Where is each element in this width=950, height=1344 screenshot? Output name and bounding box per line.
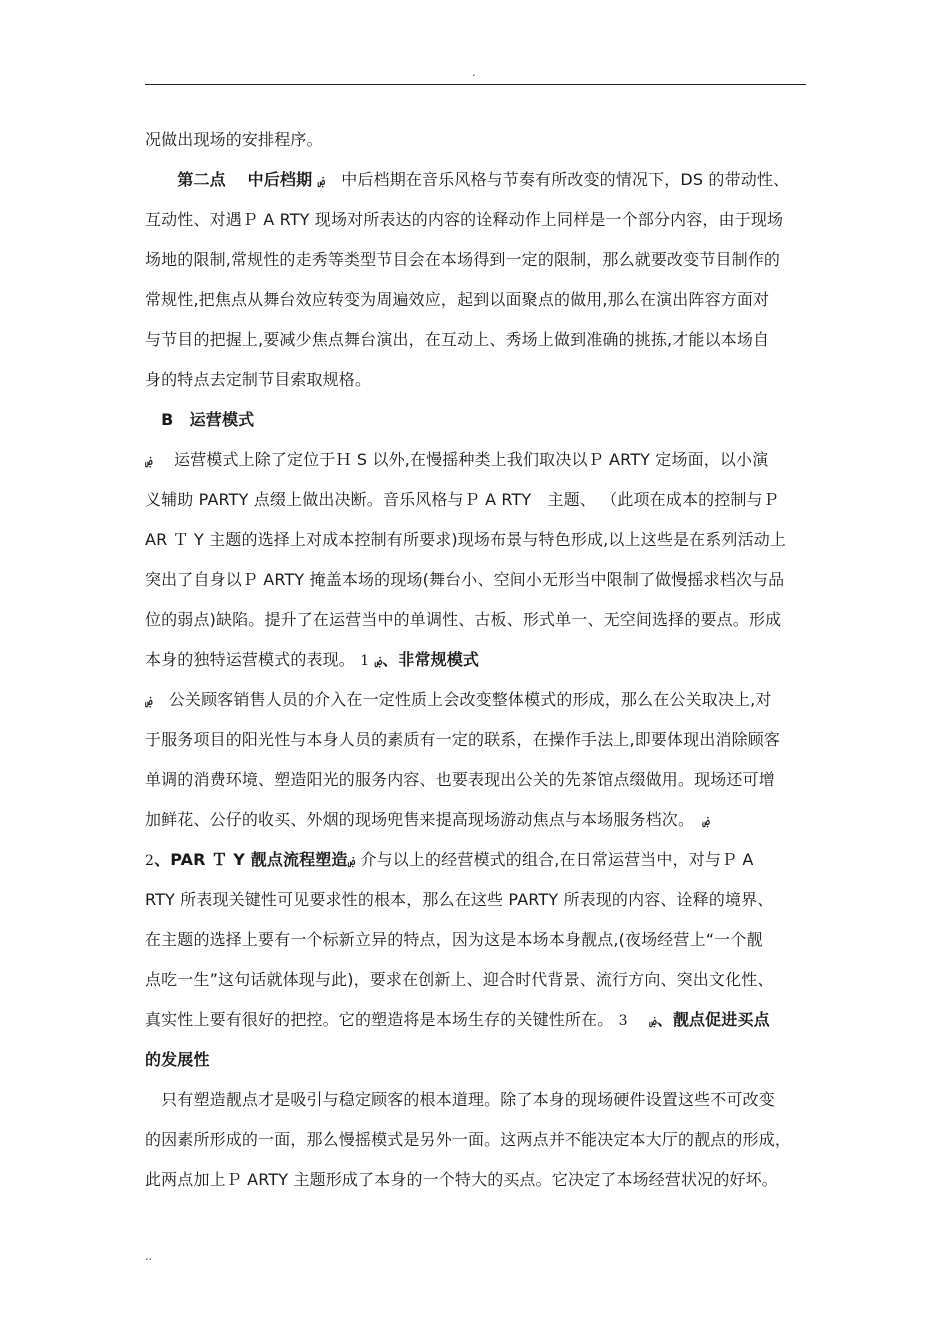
paragraph-line: 突出了自身以Ｐ ARTY 掩盖本场的现场(舞台小、空间小无形当中限制了做慢摇求档次与品 — [145, 570, 785, 589]
section-heading-line — [145, 840, 807, 880]
paragraph-text: 中后档期在音乐风格与节奏有所改变的情况下，DS 的带动性、 — [325, 170, 790, 189]
paragraph-line: 此两点加上Ｐ ARTY 主题形成了本身的一个特大的买点。它决定了本场经营状况的好坏。 — [145, 1170, 778, 1189]
paragraph-line: AR Ｔ Y 主题的选择上对成本控制有所要求)现场布景与特色形成,以上这些是在系列活动上 — [145, 530, 787, 549]
bullet-glyph-icon: ۻ — [145, 454, 153, 469]
section-number: 2 — [145, 853, 155, 869]
header-dot: . — [472, 66, 476, 79]
bullet-glyph-icon: ۻ — [649, 1014, 657, 1029]
paragraph-line: 位的弱点)缺陷。提升了在运营当中的单调性、古板、形式单一、无空间选择的要点。形成 — [145, 610, 782, 629]
paragraph-line: 场地的限制,常规性的走秀等类型节目会在本场得到一定的限制，那么就要改变节目制作的 — [145, 250, 781, 269]
paragraph-text: 公关顾客销售人员的介入在一定性质上会改变整体模式的形成，那么在公关取决上,对 — [152, 690, 772, 709]
paragraph-line — [145, 440, 807, 480]
paragraph-line: 点吃一生”这句话就体现与此)，要求在创新上、迎合时代背景、流行方向、突出文化性、 — [145, 970, 774, 989]
paragraph-line — [145, 800, 807, 840]
section-title-party-highlight: 、PAR Ｔ Y 靓点流程塑造 — [154, 850, 348, 869]
footer-dots: .. — [145, 1250, 152, 1263]
bullet-glyph-icon: ۻ — [145, 694, 153, 709]
paragraph-line: RTY 所表现关键性可见要求性的根本，那么在这些 PARTY 所表现的内容、诠释的境界、 — [145, 890, 774, 909]
section-heading-line — [145, 1040, 807, 1080]
section-title-highlight-promotes: 、靓点促进买点 — [656, 1010, 770, 1029]
paragraph-line: 于服务项目的阳光性与本身人员的素质有一定的联系，在操作手法上,即要体现出消除顾客 — [145, 730, 781, 749]
section-number: 3 — [618, 1013, 628, 1029]
paragraph-line: 只有塑造靓点才是吸引与稳定顾客的根本道理。除了本身的现场硬件设置这些不可改变 — [145, 1090, 775, 1109]
section-title-continuation: 的发展性 — [145, 1050, 210, 1069]
paragraph-line: 与节目的把握上,要减少焦点舞台演出，在互动上、秀场上做到准确的挑拣,才能以本场自 — [145, 330, 770, 349]
paragraph-line: 况做出现场的安排程序。 — [145, 130, 323, 149]
section-heading-line — [145, 400, 807, 440]
section-title-second-point: 第二点 中后档期 — [177, 170, 313, 189]
indent — [145, 410, 161, 429]
paragraph-line — [145, 680, 807, 720]
document-body — [145, 120, 807, 1200]
indent — [145, 170, 177, 189]
paragraph-text: 运营模式上除了定位于Ｈ S 以外,在慢摇种类上我们取决以Ｐ ARTY 定场面，以小演 — [152, 450, 769, 469]
paragraph-line: 身的特点去定制节目索取规格。 — [145, 370, 372, 389]
header-rule — [145, 84, 806, 85]
paragraph-text: 本身的独特运营模式的表现。 — [145, 650, 355, 669]
paragraph-text: 介与以上的经营模式的组合,在日常运营当中，对与Ｐ A — [360, 850, 754, 869]
paragraph-line: 在主题的选择上要有一个标新立异的特点，因为这是本场本身靓点,(夜场经营上“一个靓 — [145, 930, 763, 949]
paragraph-line — [145, 1000, 807, 1040]
paragraph-line: 义辅助 PARTY 点缀上做出决断。音乐风格与Ｐ A RTY 主题、 （此项在成本的控制与Ｐ — [145, 490, 779, 509]
section-title-unconventional-mode: 、非常规模式 — [382, 650, 480, 669]
bullet-glyph-icon: ۻ — [374, 654, 383, 669]
paragraph-line: 常规性,把焦点从舞台效应转变为周遍效应，起到以面聚点的做用,那么在演出阵容方面对 — [145, 290, 770, 309]
bullet-glyph-icon: ۻ — [702, 814, 710, 829]
section-title-operation-mode: B 运营模式 — [161, 410, 255, 429]
bullet-glyph-icon: ۻ — [347, 854, 356, 869]
paragraph-text: 真实性上要有很好的把控。它的塑造将是本场生存的关键性所在。 — [145, 1010, 614, 1029]
paragraph-line — [145, 640, 807, 680]
bullet-glyph-icon: ۻ — [317, 174, 326, 189]
paragraph-line: 单调的消费环境、塑造阳光的服务内容、也要表现出公关的先茶馆点缀做用。现场还可增 — [145, 770, 775, 789]
paragraph-line: 互动性、对遇Ｐ A RTY 现场对所表达的内容的诠释动作上同样是一个部分内容，由于现场 — [145, 210, 784, 229]
paragraph-text: 加鲜花、公仔的收买、外烟的现场兜售来提高现场游动焦点与本场服务档次。 — [145, 810, 687, 829]
section-heading-line — [145, 160, 807, 200]
section-number: 1 — [360, 653, 370, 669]
paragraph-line: 的因素所形成的一面，那么慢摇模式是另外一面。这两点并不能决定本大厅的靓点的形成， — [145, 1130, 792, 1149]
